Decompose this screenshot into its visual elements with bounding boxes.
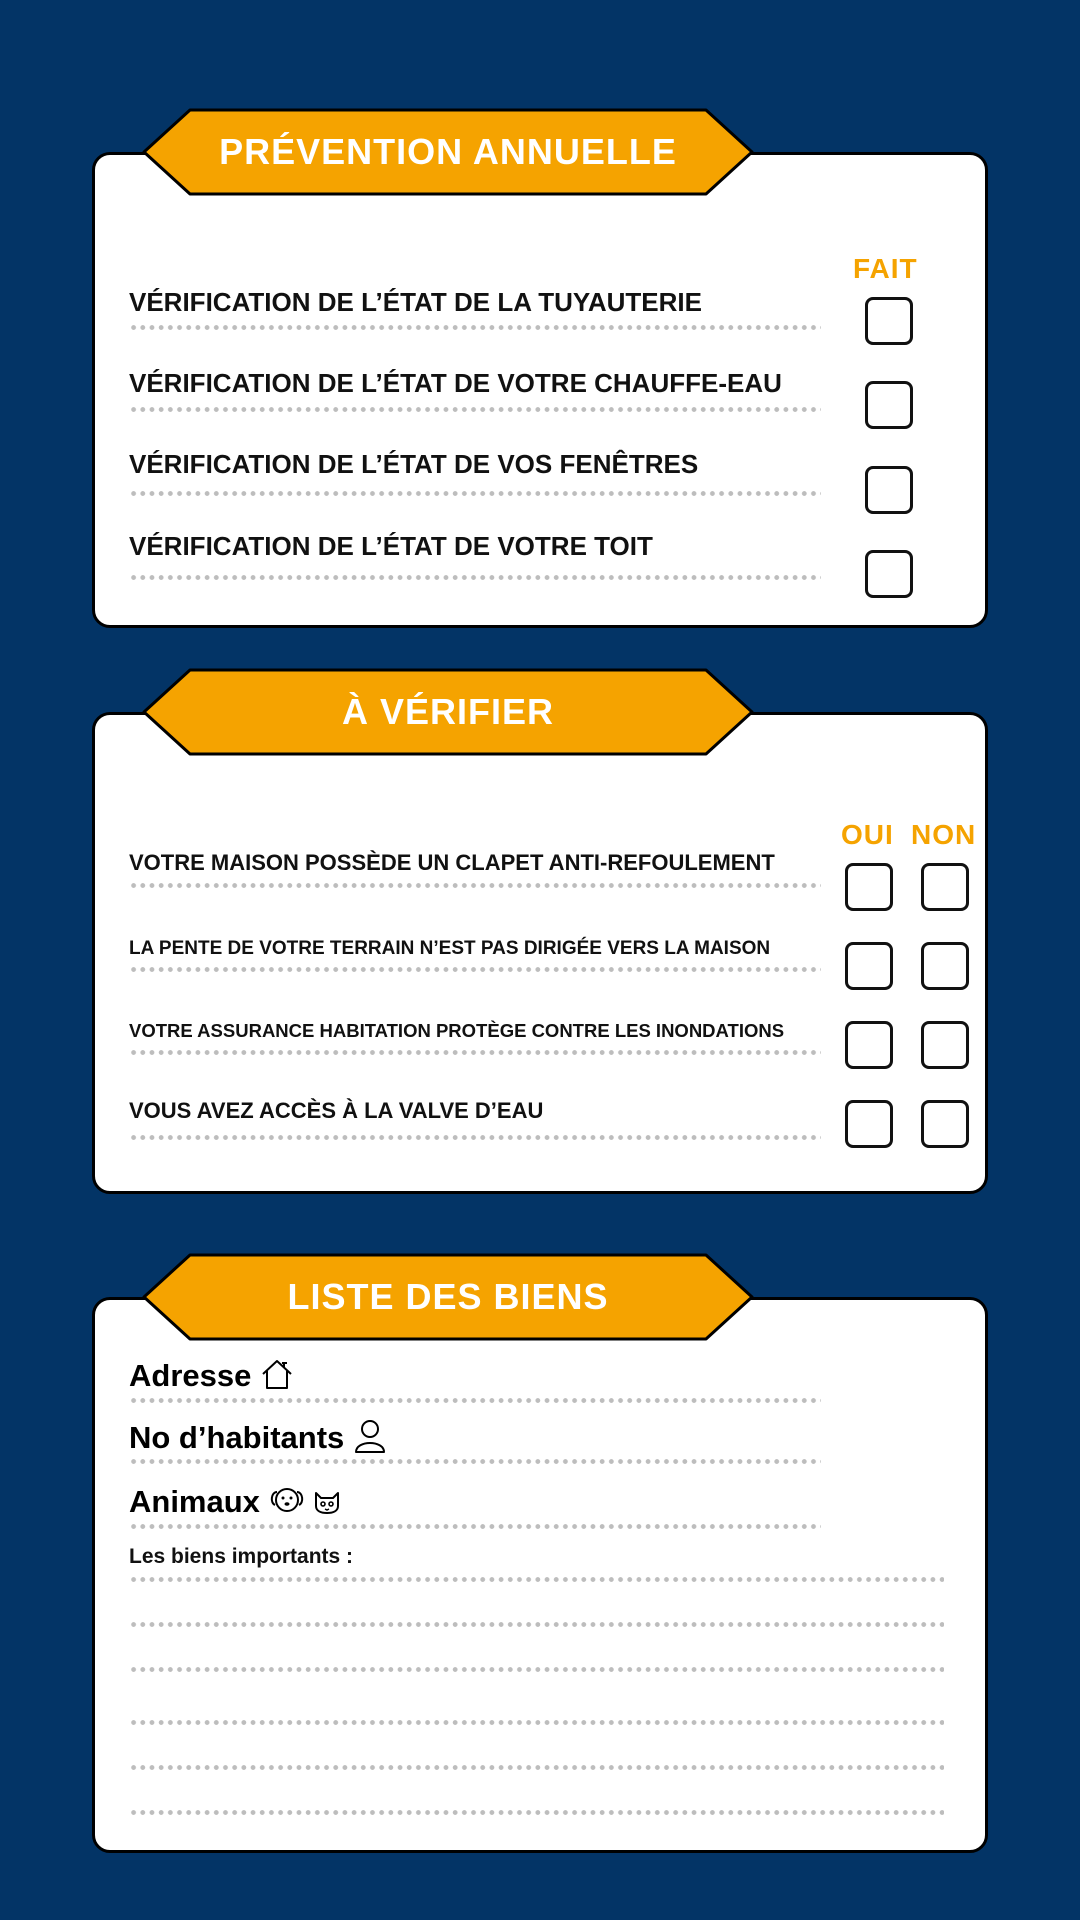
prevention-title: PRÉVENTION ANNUELLE bbox=[219, 131, 677, 172]
prevention-item-label: VÉRIFICATION DE L’ÉTAT DE VOTRE CHAUFFE-EAU bbox=[129, 368, 782, 398]
verifier-item-label: VOTRE MAISON POSSÈDE UN CLAPET ANTI-REFOULEMENT bbox=[129, 850, 775, 875]
address-label: Adresse bbox=[129, 1358, 252, 1394]
prevention-item-label: VÉRIFICATION DE L’ÉTAT DE VOTRE TOIT bbox=[129, 531, 653, 561]
prevention-checkbox[interactable] bbox=[865, 466, 913, 514]
non-checkbox[interactable] bbox=[921, 863, 969, 911]
important-dotted-line bbox=[129, 1720, 944, 1725]
verifier-item-label: VOUS AVEZ ACCÈS À LA VALVE D’EAU bbox=[129, 1098, 544, 1123]
dotted-line bbox=[129, 967, 821, 972]
biens-title: LISTE DES BIENS bbox=[287, 1276, 609, 1317]
residents-label: No d’habitants bbox=[129, 1420, 345, 1456]
non-checkbox[interactable] bbox=[921, 1100, 969, 1148]
prevention-checkbox[interactable] bbox=[865, 381, 913, 429]
prevention-banner bbox=[142, 108, 754, 196]
address-dotted-line bbox=[129, 1398, 821, 1403]
verifier-banner bbox=[142, 668, 754, 756]
cat-icon bbox=[313, 1486, 341, 1522]
important-dotted-line bbox=[129, 1810, 944, 1815]
dog-icon bbox=[269, 1485, 305, 1523]
biens-card bbox=[92, 1297, 988, 1853]
oui-checkbox[interactable] bbox=[845, 863, 893, 911]
oui-checkbox[interactable] bbox=[845, 942, 893, 990]
pets-dotted-line bbox=[129, 1524, 821, 1529]
verifier-item-label: VOTRE ASSURANCE HABITATION PROTÈGE CONTRE LES INONDATIONS bbox=[129, 1020, 785, 1041]
dotted-line bbox=[129, 407, 821, 412]
verifier-item-label: LA PENTE DE VOTRE TERRAIN N’EST PAS DIRIGÉE VERS LA MAISON bbox=[129, 938, 771, 959]
pets-field bbox=[129, 1484, 341, 1523]
prevention-checkbox[interactable] bbox=[865, 297, 913, 345]
dotted-line bbox=[129, 1050, 821, 1055]
oui-checkbox[interactable] bbox=[845, 1100, 893, 1148]
address-field bbox=[129, 1358, 294, 1398]
non-column-header: NON bbox=[911, 819, 977, 850]
prevention-checkbox[interactable] bbox=[865, 550, 913, 598]
verifier-card bbox=[92, 712, 988, 1194]
residents-field bbox=[129, 1418, 387, 1462]
pets-label: Animaux bbox=[129, 1484, 260, 1519]
house-icon bbox=[260, 1358, 294, 1398]
prevention-item-label: VÉRIFICATION DE L’ÉTAT DE LA TUYAUTERIE bbox=[129, 287, 702, 317]
biens-banner bbox=[142, 1253, 754, 1341]
residents-dotted-line bbox=[129, 1459, 821, 1464]
important-items-label: Les biens importants : bbox=[129, 1545, 354, 1568]
dotted-line bbox=[129, 491, 821, 496]
oui-checkbox[interactable] bbox=[845, 1021, 893, 1069]
important-dotted-line bbox=[129, 1667, 944, 1672]
important-dotted-line bbox=[129, 1622, 944, 1627]
important-dotted-line bbox=[129, 1577, 944, 1582]
oui-column-header: OUI bbox=[841, 819, 894, 850]
prevention-card bbox=[92, 152, 988, 628]
dotted-line bbox=[129, 325, 821, 330]
dotted-line bbox=[129, 575, 821, 580]
non-checkbox[interactable] bbox=[921, 1021, 969, 1069]
dotted-line bbox=[129, 883, 821, 888]
dotted-line bbox=[129, 1135, 821, 1140]
important-dotted-line bbox=[129, 1765, 944, 1770]
person-icon bbox=[353, 1418, 387, 1462]
non-checkbox[interactable] bbox=[921, 942, 969, 990]
prevention-item-label: VÉRIFICATION DE L’ÉTAT DE VOS FENÊTRES bbox=[129, 449, 699, 479]
verifier-title: À VÉRIFIER bbox=[341, 691, 555, 732]
fait-column-header: FAIT bbox=[853, 253, 918, 284]
